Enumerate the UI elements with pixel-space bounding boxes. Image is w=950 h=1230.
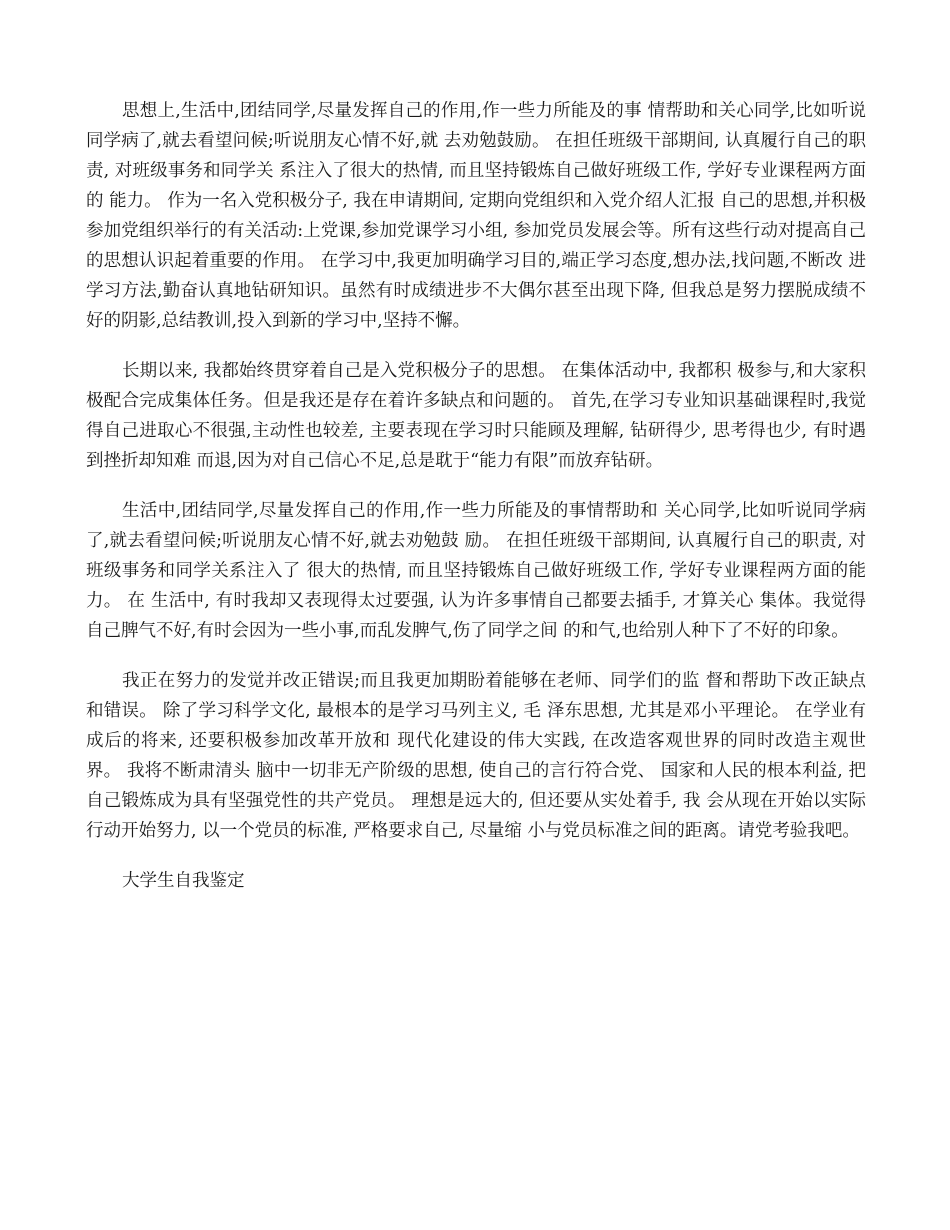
- document-heading: 大学生自我鉴定: [122, 871, 245, 891]
- document-page: [86, 96, 866, 896]
- paragraph-2: 长期以来, 我都始终贯穿着自己是入党积极分子的思想。 在集体活动中, 我都积 极参与,和大家积极配合完成集体任务。但是我还是存在着许多缺点和问题的。 首先,在学习专业知识基础课程时,我觉得自己进取心不很强,主动性也较差, 主要表现在学习时只能顾及理解, 钻研得少, 思考得也少, 有时遇到挫折却知难 而退,因为对自己信心不足,总是耽于“能力有限”而放弃钻研。: [86, 361, 866, 471]
- paragraph-3: 生活中,团结同学,尽量发挥自己的作用,作一些力所能及的事情帮助和 关心同学,比如听说同学病了,就去看望问候;听说朋友心情不好,就去劝勉鼓 励。 在担任班级干部期间, 认真履行自己的职责, 对班级事务和同学关系注入了 很大的热情, 而且坚持锻炼自己做好班级工作, 学好专业课程两方面的能力。 在 生活中, 有时我却又表现得太过要强, 认为许多事情自己都要去插手, 才算关心 集体。我觉得自己脾气不好,有时会因为一些小事,而乱发脾气,伤了同学之间 的和气,也给别人种下了不好的印象。: [86, 501, 866, 641]
- paragraph-1: 思想上,生活中,团结同学,尽量发挥自己的作用,作一些力所能及的事 情帮助和关心同学,比如听说同学病了,就去看望问候;听说朋友心情不好,就 去劝勉鼓励。 在担任班级干部期间, 认真履行自己的职责, 对班级事务和同学关 系注入了很大的热情, 而且坚持锻炼自己做好班级工作, 学好专业课程两方面的 能力。 作为一名入党积极分子, 我在申请期间, 定期向党组织和入党介绍人汇报 自己的思想,并积极参加党组织举行的有关活动:上党课,参加党课学习小组, 参加党员发展会等。所有这些行动对提高自己的思想认识起着重要的作用。 在学习中,我更加明确学习目的,端正学习态度,想办法,找问题,不断改 进学习方法,勤奋认真地钻研知识。虽然有时成绩进步不大偶尔甚至出现下降, 但我总是努力摆脱成绩不好的阴影,总结教训,投入到新的学习中,坚持不懈。: [86, 101, 866, 331]
- paragraph-4: 我正在努力的发觉并改正错误;而且我更加期盼着能够在老师、同学们的监 督和帮助下改正缺点和错误。 除了学习科学文化, 最根本的是学习马列主义, 毛 泽东思想, 尤其是邓小平理论。 在学业有成后的将来, 还要积极参加改革开放和 现代化建设的伟大实践, 在改造客观世界的同时改造主观世界。 我将不断肃清头 脑中一切非无产阶级的思想, 使自己的言行符合党、 国家和人民的根本利益, 把 自己锻炼成为具有坚强党性的共产党员。 理想是远大的, 但还要从实处着手, 我 会从现在开始以实际行动开始努力, 以一个党员的标准, 严格要求自己, 尽量缩 小与党员标准之间的距离。请党考验我吧。: [86, 671, 866, 841]
